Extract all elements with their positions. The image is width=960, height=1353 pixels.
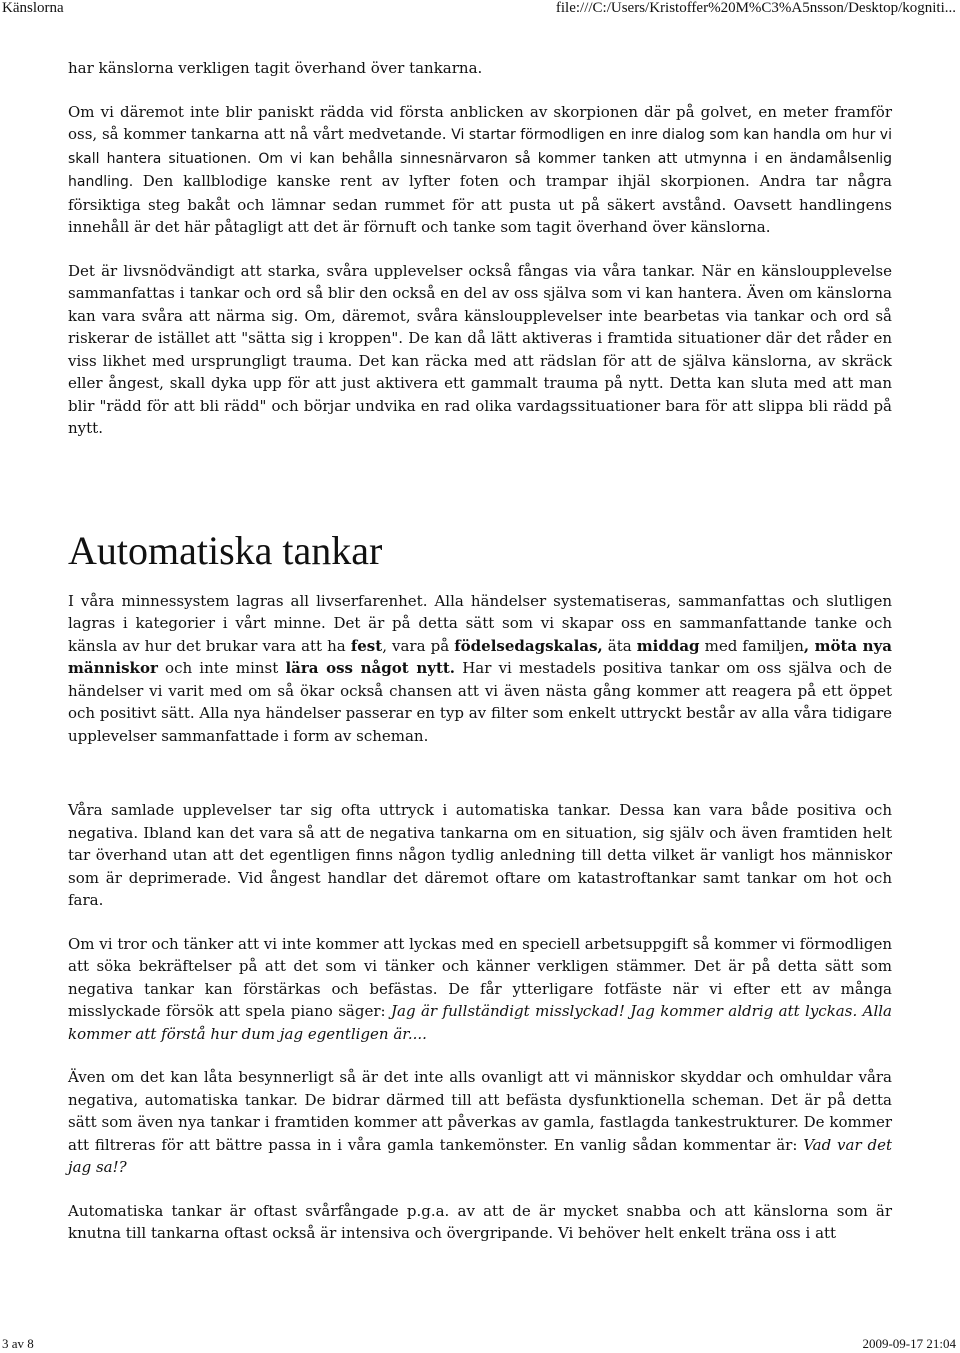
page-title: Känslorna <box>2 0 64 16</box>
paragraph-6-text: Även om det kan låta besynnerligt så är det inte alls ovanligt att vi människor skyddar och omhuldar våra negativa, automatiska tankar. De bidrar därmed till att befästa dysfunktionella scheman. Det är på detta sätt som även nya tankar i framtiden kommer att påverkas av gamla, fastlagda tankestrukturer. De kommer att filtreras för att bättre passa in i våra gamla tankemönster. En vanlig sådan kommentar är: <box>68 1068 892 1154</box>
paragraph-3-text-2: , vara på <box>382 636 455 655</box>
paragraph-3-bold-4: , möta nya människor <box>68 636 892 677</box>
paragraph-1-part-c: Den kallblodige kanske rent av lyfter foten och trampar ihjäl skorpionen. Andra tar några försiktiga steg bakåt och lämnar sedan rummet för att pusta ut på säkert avstånd. Oavsett handlingens innehåll är det här påtagligt att det är förnuft och tanke som tagit överhand över känslorna. <box>68 172 892 236</box>
file-url: file:///C:/Users/Kristoffer%20M%C3%A5nsson/Desktop/kogniti... <box>555 0 956 16</box>
paragraph-3-text-3: äta <box>602 636 637 655</box>
paragraph-5-quote: Jag är fullständigt misslyckad! Jag kommer aldrig att lyckas. Alla kommer att förstå hur dum jag egentligen är.... <box>68 1002 893 1043</box>
paragraph-3-bold-1: fest <box>350 636 383 655</box>
page-counter: 3 av 8 <box>2 1336 34 1351</box>
browser-print-header <box>0 0 960 20</box>
section-heading: Automatiska tankar <box>68 527 383 573</box>
paragraph-5-text: Om vi tror och tänker att vi inte kommer att lyckas med en speciell arbetsuppgift så kommer vi förmodligen att söka bekräftelser på att det som vi tänker och känner verkligen stämmer. Det är på detta sätt som negativa tankar kan förstärkas och befästas. De får ytterligare fotfäste när vi efter ett av många misslyckade försök att spela piano säger: <box>68 934 892 1020</box>
paragraph-6-quote: Vad var det jag sa!? <box>68 1135 892 1176</box>
paragraph-1-part-a: Om vi däremot inte blir paniskt rädda vid första anblicken av skorpionen där på golvet, en meter framför oss, så kommer tankarna att nå vårt medvetande. <box>68 102 892 143</box>
paragraph-2: Det är livsnödvändigt att starka, svåra upplevelser också fångas via våra tankar. När en känsloupplevelse sammanfattas i tankar och ord så blir den också en del av oss själva som vi kan hantera. Även om känslorna kan vara svåra att närma sig. Om, däremot, svåra känsloupplevelser inte bearbetas via tankar och ord så riskerar de istället att "sätta sig i kroppen". De kan då lätt aktiveras i framtida situationer där det råder en viss likhet med ursprungligt trauma. Det kan räcka med att rädslan för att de själva känslorna, av skräck eller ångest, skall dyka upp för att just aktivera ett gammalt trauma på nytt. Detta kan sluta med att man blir "rädd för att bli rädd" och börjar undvika en rad olika vardagssituationer bara för att slippa bli rädd på nytt. <box>68 261 892 437</box>
paragraph-3-text-6: Har vi mestadels positiva tankar om oss själva och de händelser vi varit med om så ökar också chansen att vi även nästa gång kommer att reagera på ett öppet och positivt sätt. Alla nya händelser passerar en typ av filter som enkelt uttryckt består av alla våra tidigare upplevelser sammanfattade i form av scheman. <box>68 659 892 745</box>
document-body <box>68 57 892 1245</box>
print-datetime: 2009-09-17 21:04 <box>862 1336 956 1351</box>
paragraph-4: Våra samlade upplevelser tar sig ofta uttryck i automatiska tankar. Dessa kan vara både positiva och negativa. Ibland kan det vara så att de negativa tankarna om en situation, sig själv och även framtiden helt tar överhand utan att det egentligen finns någon tydlig anledning till detta vilket är vanligt hos människor som är deprimerade. Vid ångest handlar det däremot oftare om katastroftankar samt tankar om hot och fara. <box>68 801 892 909</box>
paragraph-3-bold-5: lära oss något nytt. <box>285 659 456 677</box>
paragraph-3-bold-3: middag <box>636 636 700 655</box>
paragraph-6 <box>68 1066 892 1179</box>
paragraph-3-text-5: och inte minst <box>157 659 286 677</box>
paragraph-1 <box>68 101 892 239</box>
paragraph-7: Automatiska tankar är oftast svårfångade p.g.a. av att de är mycket snabba och att känslorna som är knutna till tankarna oftast också är intensiva och övergripande. Vi behöver helt enkelt träna oss i att <box>68 1201 892 1242</box>
paragraph-1-part-b: Vi startar förmodligen en inre dialog som kan handla om hur vi skall hantera situationen. Om vi kan behålla sinnesnärvaron så kommer tanken att utmynna i en ändamålsenlig handling. <box>68 127 892 190</box>
paragraph-3 <box>68 590 892 748</box>
browser-print-footer <box>0 1336 960 1353</box>
paragraph-0: har känslorna verkligen tagit överhand över tankarna. <box>68 59 483 77</box>
paragraph-5 <box>68 933 892 1046</box>
paragraph-3-text-1: I våra minnessystem lagras all livserfarenhet. Alla händelser systematiseras, sammanfattas och slutligen lagras i kategorier i vårt minne. Det är på detta sätt som vi skapar oss en sammanfattande tanke och känsla av hur det brukar vara att ha <box>68 591 892 655</box>
paragraph-3-text-4: med familjen <box>699 636 804 655</box>
paragraph-3-bold-2: födelsedagskalas, <box>454 636 603 655</box>
